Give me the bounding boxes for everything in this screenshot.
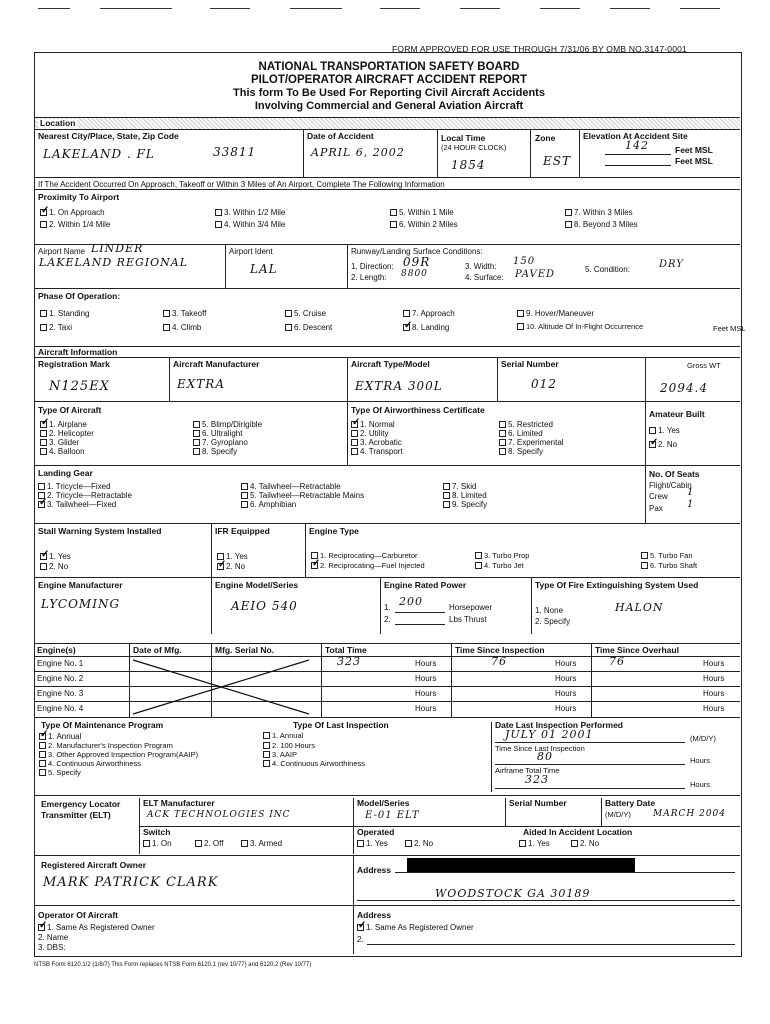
divider (491, 722, 492, 792)
aw-utility[interactable]: 2. Utility (351, 429, 388, 438)
top-rule (680, 8, 720, 9)
last-insp-date-value[interactable]: JULY 01 2001 (505, 728, 594, 741)
type-specify[interactable]: 8. Specify (193, 447, 237, 456)
prox-on-approach[interactable]: ✓1. On Approach (40, 208, 105, 217)
landing-gear-label: Landing Gear (38, 468, 93, 478)
divider (497, 358, 498, 402)
divider (353, 798, 354, 826)
pax-value[interactable]: 1 (687, 499, 695, 510)
operator-label: Operator Of Aircraft (38, 910, 118, 920)
divider (505, 798, 506, 826)
location-row (35, 129, 740, 178)
since-unit: Hours (690, 756, 711, 765)
proximity-row (35, 189, 740, 250)
last-aaip[interactable]: 3. AAIP (263, 751, 297, 760)
operator-dbs[interactable]: 3. DBS: (38, 943, 66, 952)
last-insp-label: Type Of Last Inspection (293, 720, 389, 730)
power-line-1: 1. (384, 603, 391, 612)
airport-name-value[interactable]: LINDER (91, 242, 144, 255)
elt-label: Emergency Locator Transmitter (ELT) (41, 799, 121, 820)
approach-note: If The Accident Occurred On Approach, Takeoff or Within 3 Miles of An Airport, Complete The Following Information (38, 180, 445, 189)
crew-label: Crew (649, 492, 668, 501)
engine-model-value[interactable]: AEIO 540 (231, 599, 298, 613)
approval-note: FORM APPROVED FOR USE THROUGH 7/31/06 BY OMB NO.3147-0001 (392, 44, 687, 54)
top-rule (290, 8, 342, 9)
gear-specify[interactable]: 9. Specify (443, 500, 487, 509)
amateur-no[interactable]: ✓2. No (649, 440, 677, 449)
last-100hr[interactable]: 2. 100 Hours (263, 742, 315, 751)
underline (495, 742, 685, 743)
prox-two-miles[interactable]: 6. Within 2 Miles (390, 220, 458, 229)
top-rule (610, 8, 650, 9)
last-annual[interactable]: 1. Annual (263, 732, 303, 741)
underline (605, 154, 671, 155)
etype-turboshaft[interactable]: 6. Turbo Shaft (641, 562, 697, 571)
th-engines: Engine(s) (37, 645, 76, 655)
hours-unit: Hours (415, 704, 437, 713)
maint-program-label: Type Of Maintenance Program (41, 720, 164, 730)
width-value[interactable]: 150 (513, 256, 536, 267)
surface-value[interactable]: PAVED (515, 269, 556, 280)
type-helicopter[interactable]: 2. Helicopter (40, 429, 94, 438)
landing-gear-row (35, 465, 740, 524)
divider (380, 578, 381, 634)
ifr-yes[interactable]: 1. Yes (217, 552, 248, 561)
operated-no[interactable]: 2. No (405, 839, 433, 848)
hours-unit: Hours (415, 689, 437, 698)
aw-acrobatic[interactable]: 3. Acrobatic (351, 438, 402, 447)
serial-label: Serial Number (501, 359, 559, 369)
condition-label: 5. Condition: (585, 265, 630, 274)
aircraft-ident-row (35, 357, 740, 402)
underline (367, 944, 735, 945)
surface-label: 4. Surface: (465, 273, 504, 282)
owner-address-value[interactable]: WOODSTOCK GA 30189 (435, 887, 591, 900)
title-scope: Involving Commercial and General Aviation Aircraft (254, 100, 524, 112)
maint-manufacturer[interactable]: 2. Manufacturer's Inspection Program (39, 742, 173, 751)
aided-no[interactable]: 2. No (571, 839, 599, 848)
divider (353, 856, 354, 906)
elt-model-label: Model/Series (357, 798, 410, 808)
divider (530, 130, 531, 178)
zip-value[interactable]: 33811 (213, 145, 257, 159)
phase-altitude[interactable]: 10. Altitude Of In-Flight Occurrence (517, 323, 643, 332)
divider (353, 826, 354, 854)
engine-row-3: Engine No. 3 (37, 689, 84, 698)
underline (605, 165, 671, 166)
phase-cruise[interactable]: 5. Cruise (285, 309, 326, 318)
fire-none[interactable]: 1. None (535, 606, 564, 615)
form-footer: NTSB Form 6120.1/2 (1/8/7) This Form replaces NTSB Form 6120.1 (rev 10/77) and 6120.2 (Rev 10/77) (34, 962, 312, 968)
phase-approach[interactable]: 7. Approach (403, 309, 455, 318)
ifr-label: IFR Equipped (215, 526, 270, 536)
hours-unit: Hours (703, 704, 725, 713)
phase-label: Phase Of Operation: (38, 291, 121, 301)
hours-unit: Hours (555, 674, 577, 683)
stall-warning-label: Stall Warning System Installed (38, 526, 162, 536)
since-ovh-1[interactable]: 76 (609, 655, 625, 668)
engine-type-label: Engine Type (309, 526, 359, 536)
airframe-label: Airframe Total Time (495, 766, 560, 775)
prox-three-quarter-mile[interactable]: 4. Within 3/4 Mile (215, 220, 285, 229)
phase-descent[interactable]: 6. Descent (285, 323, 332, 332)
owner-label: Registered Aircraft Owner (41, 860, 147, 870)
since-insp-1[interactable]: 76 (491, 655, 507, 668)
operator-name[interactable]: 2. Name (38, 933, 69, 942)
since-insp-label: Time Since Last Inspection (495, 744, 585, 753)
divider (211, 524, 212, 578)
crew-value[interactable]: 1 (687, 487, 695, 498)
elt-model-value[interactable]: E-01 ELT (365, 810, 420, 821)
title-agency: NATIONAL TRANSPORTATION SAFETY BOARD (258, 61, 520, 73)
width-label: 3. Width: (465, 262, 497, 271)
operator-same[interactable]: ✓1. Same As Registered Owner (38, 923, 155, 932)
amateur-built-label: Amateur Built (649, 409, 705, 419)
divider (347, 245, 348, 289)
type-balloon[interactable]: 4. Balloon (40, 447, 85, 456)
divider (645, 466, 646, 524)
engine-model-label: Engine Model/Series (215, 580, 299, 590)
date-unit: (M/D/Y) (690, 734, 716, 743)
power-value[interactable]: 200 (399, 595, 423, 608)
elt-mfr-value[interactable]: ACK TECHNOLOGIES INC (147, 810, 291, 820)
aw-specify[interactable]: 8. Specify (499, 447, 543, 456)
divider (579, 130, 580, 178)
engine-table (35, 643, 740, 718)
phase-row (35, 288, 746, 347)
underline (495, 764, 685, 765)
prox-beyond[interactable]: 8. Beyond 3 Miles (565, 220, 638, 229)
top-rule (210, 8, 250, 9)
gear-limited[interactable]: 8. Limited (443, 491, 487, 500)
phase-climb[interactable]: 4. Climb (163, 323, 201, 332)
prox-half-mile[interactable]: 3. Within 1/2 Mile (215, 208, 285, 217)
hours-unit: Hours (415, 659, 437, 668)
serial-value[interactable]: 012 (531, 377, 557, 391)
owner-value[interactable]: MARK PATRICK CLARK (43, 875, 219, 890)
gross-weight-value[interactable]: 2094.4 (660, 381, 708, 395)
title-report: PILOT/OPERATOR AIRCRAFT ACCIDENT REPORT (251, 74, 527, 86)
stall-ifr-row (35, 523, 740, 578)
airport-row (35, 244, 740, 289)
city-value[interactable]: LAKELAND . FL (43, 147, 155, 161)
airport-ident-label: Airport Ident (229, 247, 273, 256)
divider (225, 245, 226, 289)
phase-hover[interactable]: 9. Hover/Maneuver (517, 309, 594, 318)
prox-three-miles[interactable]: 7. Within 3 Miles (565, 208, 633, 217)
gear-tailwheel-fixed[interactable]: ✓3. Tailwheel—Fixed (38, 500, 116, 509)
etype-turbofan[interactable]: 5. Turbo Fan (641, 552, 693, 561)
date-label: Date of Accident (307, 131, 374, 141)
prox-quarter-mile[interactable]: 2. Within 1/4 Mile (40, 220, 110, 229)
maintenance-row (35, 717, 740, 796)
hours-unit: Hours (555, 704, 577, 713)
phase-taxi[interactable]: 2. Taxi (40, 323, 72, 332)
phase-feet-msl: Feet MSL (713, 324, 746, 333)
redaction-bar (407, 858, 635, 872)
runway-label: Runway/Landing Surface Conditions: (351, 247, 483, 256)
direction-label: 1. Direction: (351, 262, 394, 271)
divider (645, 402, 646, 466)
divider (305, 524, 306, 578)
aircraft-type-row (35, 401, 740, 466)
pax-label: Pax (649, 504, 663, 513)
airport-name-value-2[interactable]: LAKELAND REGIONAL (39, 256, 189, 269)
power-line-2: 2. (384, 615, 391, 624)
elevation-unit-1: Feet MSL (675, 145, 713, 155)
underline (395, 624, 445, 625)
total-time-1[interactable]: 323 (337, 655, 361, 668)
hours-unit: Hours (703, 689, 725, 698)
divider (591, 644, 592, 718)
battery-label: Battery Date (605, 798, 656, 808)
engine-mfr-value[interactable]: LYCOMING (41, 597, 121, 611)
etype-carb[interactable]: 1. Reciprocating—Carburetor (311, 552, 418, 561)
registration-value[interactable]: N125EX (49, 379, 110, 394)
maint-aaip[interactable]: 3. Other Approved Inspection Program(AAIP) (39, 751, 198, 760)
owner-row (35, 855, 740, 906)
airworthiness-label: Type Of Airworthiness Certificate (351, 405, 485, 415)
length-value[interactable]: 8800 (401, 269, 428, 279)
top-rule (540, 8, 580, 9)
time-label: Local Time (441, 133, 486, 143)
th-total-time: Total Time (325, 645, 367, 655)
amateur-yes[interactable]: 1. Yes (649, 426, 680, 435)
operator-address-label: Address (357, 910, 392, 920)
switch-armed[interactable]: 3. Armed (241, 839, 282, 848)
condition-value[interactable]: DRY (659, 259, 684, 270)
gear-tricycle-retract[interactable]: 2. Tricycle—Retractable (38, 491, 132, 500)
aided-label: Aided In Accident Location (523, 827, 633, 837)
type-ultralight[interactable]: 6. Ultralight (193, 429, 242, 438)
divider (437, 130, 438, 178)
aircraft-mfr-label: Aircraft Manufacturer (173, 359, 260, 369)
power-unit-thrust: Lbs Thrust (449, 615, 487, 624)
divider (347, 358, 348, 402)
etype-turboprop[interactable]: 3. Turbo Prop (475, 552, 529, 561)
battery-unit: (M/D/Y) (605, 810, 631, 819)
engine-row-4: Engine No. 4 (37, 704, 84, 713)
underline (495, 788, 685, 789)
operator-row (35, 905, 740, 954)
operated-yes[interactable]: 1. Yes (357, 839, 388, 848)
strikethrough-x-mark (129, 656, 321, 718)
engine-mfr-label: Engine Manufacturer (38, 580, 123, 590)
underline (395, 872, 735, 873)
hours-unit: Hours (555, 659, 577, 668)
last-insp-date-label: Date Last Inspection Performed (495, 720, 624, 730)
th-serial: Mfg. Serial No. (215, 645, 275, 655)
type-airplane[interactable]: ✓1. Airplane (40, 420, 87, 429)
seats-label: No. Of Seats (649, 469, 700, 479)
etype-turbojet[interactable]: 4. Turbo Jet (475, 562, 524, 571)
switch-off[interactable]: 2. Off (195, 839, 223, 848)
gear-amphibian[interactable]: 6. Amphibian (241, 500, 296, 509)
elt-row (35, 795, 740, 856)
stall-no[interactable]: 2. No (40, 562, 68, 571)
switch-label: Switch (143, 827, 171, 837)
top-rule (460, 8, 500, 9)
owner-address-label: Address (357, 865, 392, 875)
aw-transport[interactable]: 4. Transport (351, 447, 403, 456)
operator-address-same[interactable]: ✓1. Same As Registered Owner (357, 923, 474, 932)
gear-skid[interactable]: 7. Skid (443, 482, 476, 491)
rule (139, 826, 740, 827)
aw-experimental[interactable]: 7. Experimental (499, 438, 564, 447)
elt-mfr-label: ELT Manufacturer (143, 798, 215, 808)
gear-tailwheel-mains[interactable]: 5. Tailwheel—Retractable Mains (241, 491, 364, 500)
maint-specify[interactable]: 5. Specify (39, 769, 81, 778)
top-rule (38, 8, 70, 9)
divider (303, 130, 304, 178)
top-rule (100, 8, 172, 9)
engine-row-2: Engine No. 2 (37, 674, 84, 683)
top-rule (380, 8, 420, 9)
battery-value[interactable]: MARCH 2004 (653, 809, 726, 819)
divider (451, 644, 452, 718)
operated-label: Operated (357, 827, 395, 837)
divider (321, 644, 322, 718)
operator-address-2[interactable]: 2. (357, 935, 364, 944)
phase-standing[interactable]: 1. Standing (40, 309, 89, 318)
date-value[interactable]: APRIL 6, 2002 (311, 146, 405, 159)
aircraft-type-label: Type Of Aircraft (38, 405, 102, 415)
zone-value[interactable]: EST (543, 154, 571, 168)
elevation-value[interactable]: 142 (625, 139, 649, 152)
maint-annual[interactable]: ✓1. Annual (39, 732, 81, 741)
aw-restricted[interactable]: 5. Restricted (499, 420, 553, 429)
city-label: Nearest City/Place, State, Zip Code (38, 131, 179, 141)
since-insp-value[interactable]: 80 (537, 750, 553, 763)
time-value[interactable]: 1854 (451, 158, 486, 172)
power-unit-hp: Horsepower (449, 603, 493, 612)
divider (353, 906, 354, 954)
engine-row-1: Engine No. 1 (37, 659, 84, 668)
time-sub: (24 HOUR CLOCK) (441, 143, 507, 152)
etype-injected[interactable]: ✓2. Reciprocating—Fuel Injected (311, 562, 425, 571)
rated-power-label: Engine Rated Power (384, 580, 467, 590)
aided-yes[interactable]: 1. Yes (519, 839, 550, 848)
phase-landing[interactable]: ✓8. Landing (403, 323, 449, 332)
divider (601, 798, 602, 826)
last-continuous[interactable]: 4. Continuous Airworthiness (263, 760, 365, 769)
th-since-ovh: Time Since Overhaul (595, 645, 679, 655)
airport-ident-value[interactable]: LAL (250, 262, 278, 276)
th-date-mfg: Date of Mfg. (133, 645, 182, 655)
fire-ext-label: Type Of Fire Extinguishing System Used (535, 580, 699, 590)
location-section-label: Location (40, 118, 76, 128)
hours-unit: Hours (555, 689, 577, 698)
stall-yes[interactable]: ✓1. Yes (40, 552, 71, 561)
maint-continuous[interactable]: 4. Continuous Airworthiness (39, 760, 141, 769)
elevation-label: Elevation At Accident Site (583, 131, 688, 141)
divider (645, 358, 646, 402)
fire-value[interactable]: HALON (615, 601, 664, 614)
aw-limited[interactable]: 6. Limited (499, 429, 543, 438)
airframe-unit: Hours (690, 780, 711, 789)
aircraft-model-label: Aircraft Type/Model (351, 359, 430, 369)
gross-weight-label: Gross WT (687, 361, 721, 370)
aw-normal[interactable]: ✓1. Normal (351, 420, 395, 429)
gear-tricycle-fixed[interactable]: 1. Tricycle—Fixed (38, 482, 111, 491)
divider (347, 402, 348, 466)
divider (531, 578, 532, 634)
gear-tailwheel-retract[interactable]: 4. Tailwheel—Retractable (241, 482, 341, 491)
elt-serial-label: Serial Number (509, 798, 567, 808)
airport-name-label: Airport Name (38, 247, 86, 256)
title-purpose: This form To Be Used For Reporting Civil Aircraft Accidents (233, 87, 545, 99)
prox-one-mile[interactable]: 5. Within 1 Mile (390, 208, 454, 217)
zone-label: Zone (535, 133, 556, 143)
proximity-label: Proximity To Airport (38, 192, 120, 202)
underline (357, 900, 735, 901)
type-gyroplane[interactable]: 7. Gyroplano (193, 438, 248, 447)
aircraft-model-value[interactable]: EXTRA 300L (355, 379, 443, 393)
hours-unit: Hours (703, 674, 725, 683)
hours-unit: Hours (415, 674, 437, 683)
ifr-no[interactable]: ✓2. No (217, 562, 245, 571)
seats-sub: Flight/Cabin (649, 481, 692, 490)
th-since-insp: Time Since Inspection (455, 645, 545, 655)
registration-label: Registration Mark (38, 359, 110, 369)
type-glider[interactable]: 3. Glider (40, 438, 79, 447)
divider (169, 358, 170, 402)
elevation-unit-2: Feet MSL (675, 156, 713, 166)
direction-value[interactable]: 09R (403, 255, 431, 269)
underline (395, 612, 445, 613)
switch-on[interactable]: 1. On (143, 839, 172, 848)
divider (211, 578, 212, 634)
length-label: 2. Length: (351, 273, 387, 282)
phase-takeoff[interactable]: 3. Takeoff (163, 309, 206, 318)
accident-report-form (34, 52, 746, 957)
engine-mfr-row (35, 577, 740, 634)
fire-specify[interactable]: 2. Specify (535, 617, 571, 626)
aircraft-mfr-value[interactable]: EXTRA (177, 377, 226, 391)
aircraft-section-label: Aircraft Information (38, 347, 118, 357)
hours-unit: Hours (703, 659, 725, 668)
airframe-value[interactable]: 323 (525, 773, 549, 786)
type-blimp[interactable]: 5. Blimp/Dirigible (193, 420, 262, 429)
